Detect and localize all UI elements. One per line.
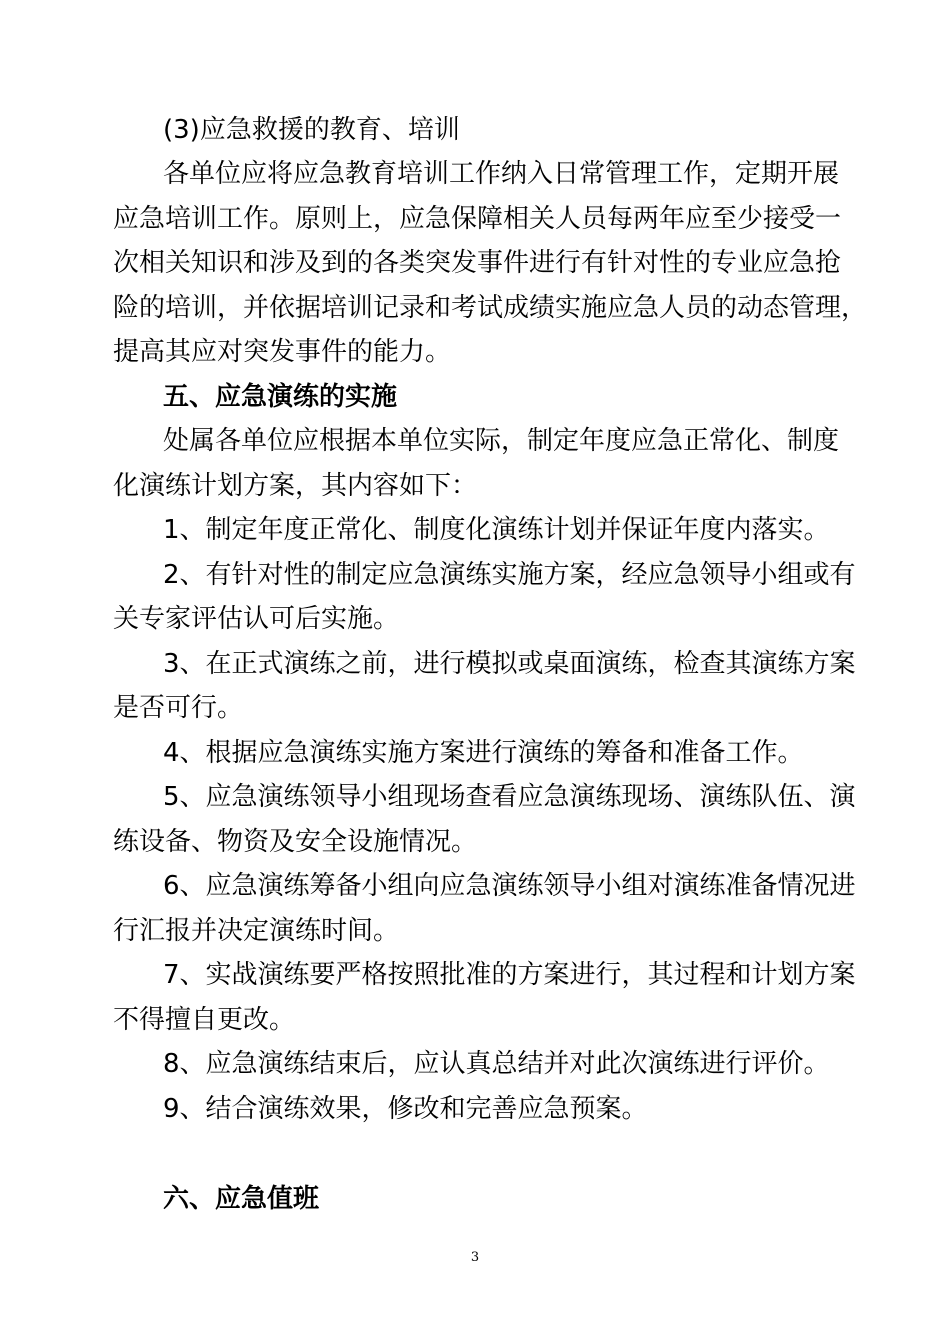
- list-item: 3、在正式演练之前，进行模拟或桌面演练，检查其演练方案: [163, 649, 856, 679]
- list-item: 1、制定年度正常化、制度化演练计划并保证年度内落实。: [163, 515, 830, 545]
- list-item-continuation: 行汇报并决定演练时间。: [113, 916, 400, 946]
- list-item-continuation: 练设备、物资及安全设施情况。: [113, 827, 478, 857]
- list-item: 8、应急演练结束后，应认真总结并对此次演练进行评价。: [163, 1049, 830, 1079]
- list-item: 4、根据应急演练实施方案进行演练的筹备和准备工作。: [163, 738, 804, 768]
- paragraph-line: 各单位应将应急教育培训工作纳入日常管理工作，定期开展: [163, 159, 840, 189]
- section-heading: 五、应急演练的实施: [163, 382, 398, 412]
- list-item: 5、应急演练领导小组现场查看应急演练现场、演练队伍、演: [163, 782, 856, 812]
- paragraph-line: 应急培训工作。原则上，应急保障相关人员每两年应至少接受一: [113, 204, 842, 234]
- paragraph-line: 处属各单位应根据本单位实际，制定年度应急正常化、制度: [163, 426, 840, 456]
- section-heading: 六、应急值班: [163, 1184, 320, 1214]
- list-item: 2、有针对性的制定应急演练实施方案，经应急领导小组或有: [163, 560, 856, 590]
- list-item-continuation: 是否可行。: [113, 693, 244, 723]
- page-number: 3: [470, 1250, 480, 1265]
- paragraph-line: 险的培训，并依据培训记录和考试成绩实施应急人员的动态管理，: [113, 293, 868, 323]
- list-item-continuation: 不得擅自更改。: [113, 1005, 296, 1035]
- paragraph-line: 提高其应对突发事件的能力。: [113, 337, 452, 367]
- list-item-continuation: 关专家评估认可后实施。: [113, 604, 400, 634]
- paragraph-line: 化演练计划方案，其内容如下：: [113, 471, 478, 501]
- list-item: 6、应急演练筹备小组向应急演练领导小组对演练准备情况进: [163, 871, 856, 901]
- list-item: 9、结合演练效果，修改和完善应急预案。: [163, 1094, 648, 1124]
- list-item: 7、实战演练要严格按照批准的方案进行，其过程和计划方案: [163, 960, 856, 990]
- section-subtitle: (3)应急救援的教育、培训: [163, 115, 460, 145]
- paragraph-line: 次相关知识和涉及到的各类突发事件进行有针对性的专业应急抢: [113, 248, 842, 278]
